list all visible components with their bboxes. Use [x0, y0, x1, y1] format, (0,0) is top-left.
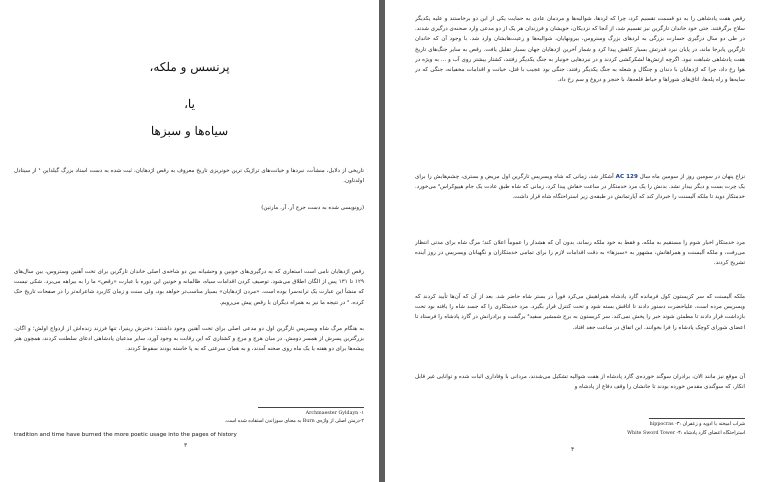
intro-paragraph: تاریخی از دلایل، منشأت، نبردها و خیانت‌های تراژیک ترین خونریزی تاریخ معروف به رقص اژدهایان، ثبت شده به دست استاد بزرگ گیلداین ¹ از سیتادل اولدتاون.	[14, 168, 364, 185]
transcription-note: (رونویسی شده به دست جرج آر. آر. مارتین)	[261, 205, 364, 211]
footnote-2: ۲-درمتن اصلی از واژه‌ی Burn به معنای سوزاندن استفاده شده است.	[224, 419, 364, 424]
right-page	[385, 0, 768, 482]
paragraph-2: به هنگام مرگ شاه ویسریس تارگرین اول دو مدعی اصلی برای تخت آهنین وجود داشتند: دخترش رینیرا، تنها فرزند زنده‌اش از ازدواج اولش؛ و اگان، بزرگترین پسرش از همسر دومش. در میان هرج و مرج و کشتاری که این رقابت به وجود آورد، سایر مدعیان پادشاهی ادعای سلطنت کردند، همچون هنر پیشه‌ها برای دو هفته یا یک ماه روی صحنه آمدند، و به همان سرعتی که به پا خاسته بودند سقوط کردند.	[14, 326, 364, 353]
paragraph-2-start: نزاع پنهان در سومین روز از سومین ماه سال	[639, 174, 745, 180]
paragraph-1-right: رقص هفت پادشاهی را به دو قسمت تقسیم کرد، چرا که لردها، شوالیه‌ها و مردمان عادی به حمایت یکی از این دو برخاستند و علیه یکدیگر سلاح برگرفتند. حتی خود خاندان تارگرین نیز تقسیم شد، از آنجا که نزدیکان، خویشان و فرزندان هر یک از دو مدعی وارد صحنه‌ی درگیری شدند. در طی دو سال درگیری خسارت بزرگی به لردهای بزرگ وستروس، بیرونهایان، شوالیه‌ها و رعیت‌هایشان وارد شد. با وجود آن که خاندان تارگرین پابرجا ماند، در پایان نبرد قدرتش بسیار کاهش پیدا کرد و شمار آخرین اژدهایان جهان بسیار تقلیل یافت. رقص به سایر جنگ‌های تاریخ هفت پادشاهی شباهت نبود. اگرچه ارتش‌ها لشکرکشی کردند و در نبردهایی خونبار به جنگ یکدیگر رفتند، کشتار بیشتر روی آب و ... به ویژه در هوا رخ داد، چرا که اژدهایان با دندان و چنگال و شعله به جنگ یکدیگر رفتند. جنگی بود عجیب با قتل، خیانت و اقدامات مخفیانه، جنگی که در سایه‌ها و راه پله‌ها، اتاق‌های شوراها و حیاط قلعه‌ها، با خنجر و دروغ و سم رخ داد.	[415, 16, 745, 84]
left-page	[0, 0, 379, 482]
title-line-1: پرنسس و ملکه،	[149, 60, 230, 74]
footnote-3: hippocras -۳: شراب آمیخته با ادویه و زعفران	[649, 422, 745, 427]
page-number-right: ۴	[571, 446, 575, 453]
footnote-1: Archmaester Gyldayn -۱	[305, 411, 364, 416]
footnote-rule-right	[649, 418, 745, 419]
paragraph-2-rest: آشکار شد، زمانی که شاه ویسریس تارگرین اول مریض و بستری، چشم‌هایش را برای یک چرت بست و دیگر بیدار نشد. بدنش را یک مرد خدمتکار در ساعت خفاش پیدا کرد، زمانی که شاه طبق عادت یک جام هیپوکراس³ می‌خورد. خدمتکار دوید تا ملکه آلیسنت را خبردار کند که آپارتمانش در طبقه‌ی زیر استراحتگاه شاه قرار داشت.	[415, 174, 745, 201]
page-number-left: ۳	[184, 442, 188, 449]
paragraph-5-right: آن موقع نیز مانند الان، برادران سوگند خورده‌ی گارد پادشاه از هفت شوالیه تشکیل می‌شدند، مردانی با وفاداری اثبات شده و توانایی غیر قابل انکار، که سوگندی مقدس خورده بودند تا جانشان را وقف دفاع از پادشاه و	[415, 374, 745, 391]
year-highlight: 129 AC	[615, 174, 638, 180]
paragraph-2-right	[415, 172, 745, 234]
title-line-2: یا،	[184, 97, 195, 111]
title-line-3: سیاه‌ها و سبزها	[150, 124, 229, 138]
footnote-4: White Sword Tower -۴: استراحتگاه اعضای گارد پادشاه	[627, 431, 745, 436]
footnote-rule	[258, 407, 364, 408]
paragraph-4-right: ملکه آلیسنت که سر کریستون کول فرمانده گارد پادشاه همراهیش می‌کرد فوراً در بستر شاه حاضر شد. بعد از آن که آن‌ها تأیید کردند که ویسریس مرده است، علیاحضرت دستور دادند تا اتاقش بسته شود و تحت کنترل قرار بگیرد. مرد خدمتکاری را که جسد شاه را یافته بود تحت بازداشت قرار دادند تا مطمئن شوند خبر را پخش نمی‌کند. سر کریستون به برج شمشیر سفید³ برگشت و برادرانش در گارد پادشاه را فرستاد تا اعضای شورای کوچک پادشاه را فرا بخوانند. این اتفاق در ساعت جغد افتاد.	[415, 294, 745, 331]
paragraph-1: رقص اژدهایان نامی است استعاری که به درگیری‌های خونین و وحشیانه بین دو شاخه‌ی اصلی خاندان تارگرین برای تخت آهنین وستروس، بین سال‌های ۱۲۹ تا ۱۳۱ پس از الگان اطلاق می‌شود. توصیف کردن اقدامات سیاه، ظالمانه و خونین این دوره با عبارت «رقص» ما را به بیراهه می‌برد. شکی نیست که منشأ این عبارت یک ترانه‌سرا بوده است. «مردن اژدهایان» بسیار مناسب‌تر خواهد بود، ولی سنت و زمان کاربرد شاعرانه‌تر را در صفحات تاریخ حک کرده، ² در نتیجه ما نیز به همراه دیگران با رقص پیش می‌رویم.	[14, 269, 364, 306]
paragraph-3-right: مرد خدمتکار اخبار شوم را مستقیم به ملکه، و فقط به خود ملکه رساند، بدون آن که هشدار را عموماً اعلان کند؛ مرگ شاه برای مدتی انتظار می‌رفت، و ملکه آلیسنت و همراهانش، مشهور به «سبزها» به دقت اقدامات لازم را برای تمامی خدمتکاران و نگهبانان ویسریس در روز آینده تشریح کردند.	[415, 240, 745, 267]
bottom-english-line: tradition and time have burned the more poetic usage into the pages of history	[14, 432, 237, 438]
